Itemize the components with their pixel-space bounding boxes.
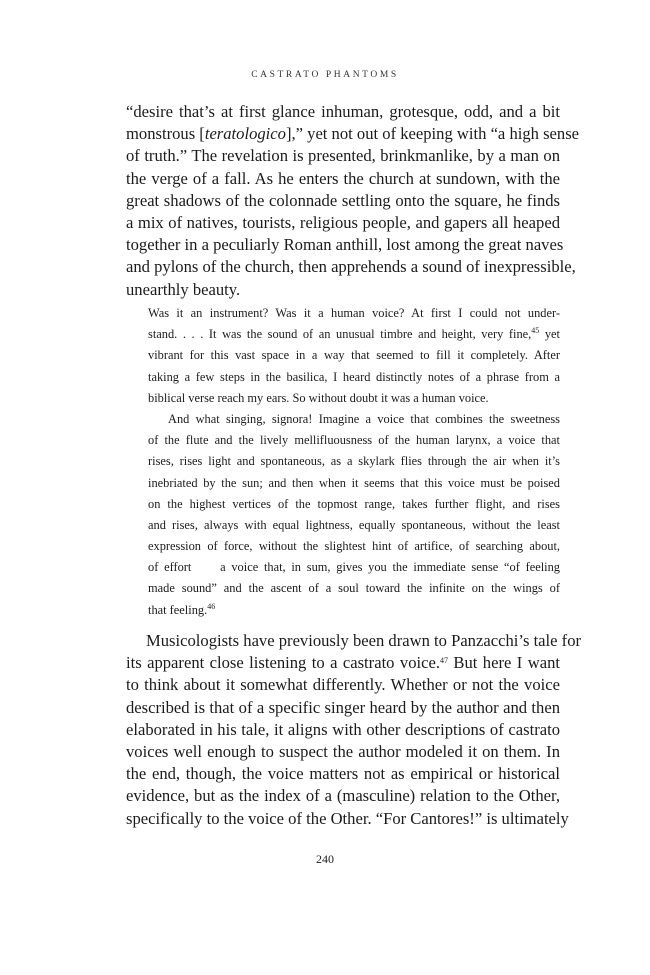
quote-line: made sound” and the ascent of a soul toward the infinite on the wings of: [148, 581, 560, 596]
text-line: and pylons of the church, then apprehends a sound of inexpressible,: [126, 257, 576, 277]
text-line: together in a peculiarly Roman anthill, lost among the great naves: [126, 235, 564, 255]
text-line: voices well enough to suspect the author modeled it on them. In: [126, 741, 560, 761]
text-line: great shadows of the colonnade settling onto the square, he finds: [126, 190, 560, 210]
text-line: of truth.” The revelation is presented, brinkmanlike, by a man on: [126, 146, 560, 166]
quote-line: And what singing, signora! Imagine a voice that combines the sweetness: [168, 411, 560, 426]
paragraph-2: [126, 630, 582, 830]
text-line: “desire that’s at first glance inhuman, grotesque, odd, and a bit: [126, 102, 560, 121]
quote-line: inebriated by the sun; and then when it seems that this voice must be poised: [148, 475, 560, 490]
quote-line: Was it an instrument? Was it a human voice? At first I could not under-: [148, 306, 560, 320]
text-line: the verge of a fall. As he enters the church at sundown, with the: [126, 168, 560, 188]
text-run: that feeling.: [148, 602, 208, 617]
text-run: But here I want: [447, 653, 560, 673]
text-line: the end, though, the voice matters not as empirical or historical: [126, 764, 560, 784]
quote-line: expression of force, without the slightest hint of artifice, of searching about,: [148, 539, 560, 554]
text-line: to think about it somewhat differently. Whether or not the voice: [126, 675, 560, 695]
text-line: specifically to the voice of the Other. “For Cantores!” is ultimately: [126, 808, 569, 828]
quote-line: of the flute and the lively mellifluousness of the human larynx, a voice that: [148, 433, 560, 448]
quote-line: of effort a voice that, in sum, gives you the immediate sense “of feeling: [148, 560, 560, 575]
text-line: evidence, but as the index of a (masculine) relation to the Other,: [126, 786, 560, 806]
text-run: its apparent close listening to a castrato voice.: [126, 653, 440, 673]
italic-term: teratologico: [204, 124, 286, 144]
text-line: Musicologists have previously been drawn to Panzacchi’s tale for: [146, 631, 582, 650]
quote-line: vibrant for this vast space in a way that seemed to fill it completely. After: [148, 348, 560, 363]
text-line: elaborated in his tale, it aligns with other descriptions of castrato: [126, 719, 560, 739]
quote-line: taking a few steps in the basilica, I heard distinctly notes of a phrase from a: [148, 369, 560, 384]
text-line: described is that of a specific singer heard by the author and then: [126, 697, 560, 717]
quote-line: [148, 324, 560, 345]
quote-line: and rises, always with equal lightness, equally spontaneous, without the least: [148, 517, 560, 532]
text-line: unearthly beauty.: [126, 279, 241, 299]
text-line: [126, 652, 560, 674]
quote-line: [148, 600, 560, 621]
running-head: CASTRATO PHANTOMS: [251, 70, 399, 80]
page-number: 240: [316, 852, 334, 866]
quote-line: on the highest vertices of the topmost range, takes further flight, and rises: [148, 496, 560, 511]
paragraph-1: [126, 101, 580, 301]
text-run: ],” yet not out of keeping with “a high sense: [285, 124, 580, 144]
text-run: monstrous [: [126, 124, 205, 144]
text-line: [126, 123, 580, 145]
footnote-ref-46[interactable]: 46: [207, 601, 216, 611]
footnote-ref-45[interactable]: 45: [531, 326, 540, 336]
quote-line: rises, rises light and spontaneous, as a skylark flies through the air when it’s: [148, 454, 560, 469]
footnote-ref-47[interactable]: 47: [439, 656, 448, 666]
text-line: a mix of natives, tourists, religious people, and gapers all heaped: [126, 212, 560, 232]
block-quote: [148, 303, 560, 621]
text-run: stand. . . . It was the sound of an unusual timbre and height, very fine,: [148, 327, 532, 342]
text-run: yet: [539, 327, 560, 342]
quote-line: biblical verse reach my ears. So without doubt it was a human voice.: [148, 390, 489, 405]
